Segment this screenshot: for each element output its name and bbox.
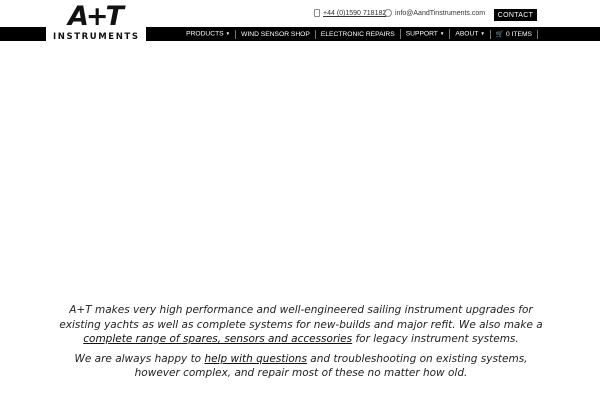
help-link[interactable]: help with questions bbox=[204, 352, 307, 365]
email-address: info@AandTinstruments.com bbox=[395, 9, 486, 17]
nav-products-label: PRODUCTS bbox=[186, 30, 224, 38]
site-logo[interactable] bbox=[46, 0, 146, 44]
nav-support-label: SUPPORT bbox=[405, 30, 438, 38]
nav-electronic-repairs-label: ELECTRONIC REPAIRS bbox=[320, 30, 395, 38]
phone-number: +44 (0)1590 718182 bbox=[323, 9, 387, 17]
logo-wordmark: INSTRUMENTS bbox=[53, 32, 140, 42]
contact-button[interactable]: CONTACT bbox=[494, 9, 537, 21]
email-icon bbox=[384, 9, 392, 17]
nav-support[interactable] bbox=[400, 29, 450, 38]
nav-about[interactable] bbox=[449, 29, 490, 38]
intro-paragraph-1 bbox=[58, 303, 544, 347]
nav-cart[interactable] bbox=[490, 30, 538, 39]
email-link[interactable] bbox=[384, 9, 485, 17]
nav-cart-label: 0 ITEMS bbox=[505, 30, 532, 38]
caret-down-icon: ▼ bbox=[225, 31, 231, 37]
caret-down-icon: ▼ bbox=[439, 31, 445, 37]
phone-link[interactable] bbox=[314, 9, 386, 17]
nav-about-label: ABOUT bbox=[455, 30, 479, 38]
intro-text bbox=[58, 303, 544, 386]
nav-products[interactable] bbox=[181, 29, 235, 38]
nav-electronic-repairs[interactable] bbox=[315, 30, 400, 39]
intro-p2-text-b: and troubleshooting on existing systems, however complex, and repair most of these no matter how old. bbox=[134, 352, 528, 379]
caret-down-icon: ▼ bbox=[480, 31, 485, 37]
cart-icon: 🛒 bbox=[495, 30, 504, 38]
spares-link[interactable]: complete range of spares, sensors and accessories bbox=[83, 333, 353, 345]
nav-wind-sensor-shop[interactable] bbox=[235, 30, 315, 39]
logo-mark: A+T bbox=[68, 1, 121, 32]
phone-icon bbox=[314, 9, 320, 17]
intro-p1-text-b: for legacy instrument systems. bbox=[352, 333, 519, 345]
intro-paragraph-2 bbox=[58, 352, 544, 381]
intro-p1-text-a: A+T makes very high performance and well-engineered sailing instrument upgrades for existing yachts as well as complete systems for new-builds and major refit. We also make a bbox=[59, 304, 543, 331]
nav-wind-sensor-shop-label: WIND SENSOR SHOP bbox=[241, 30, 310, 38]
intro-p2-text-a: We are always happy to bbox=[74, 352, 205, 365]
